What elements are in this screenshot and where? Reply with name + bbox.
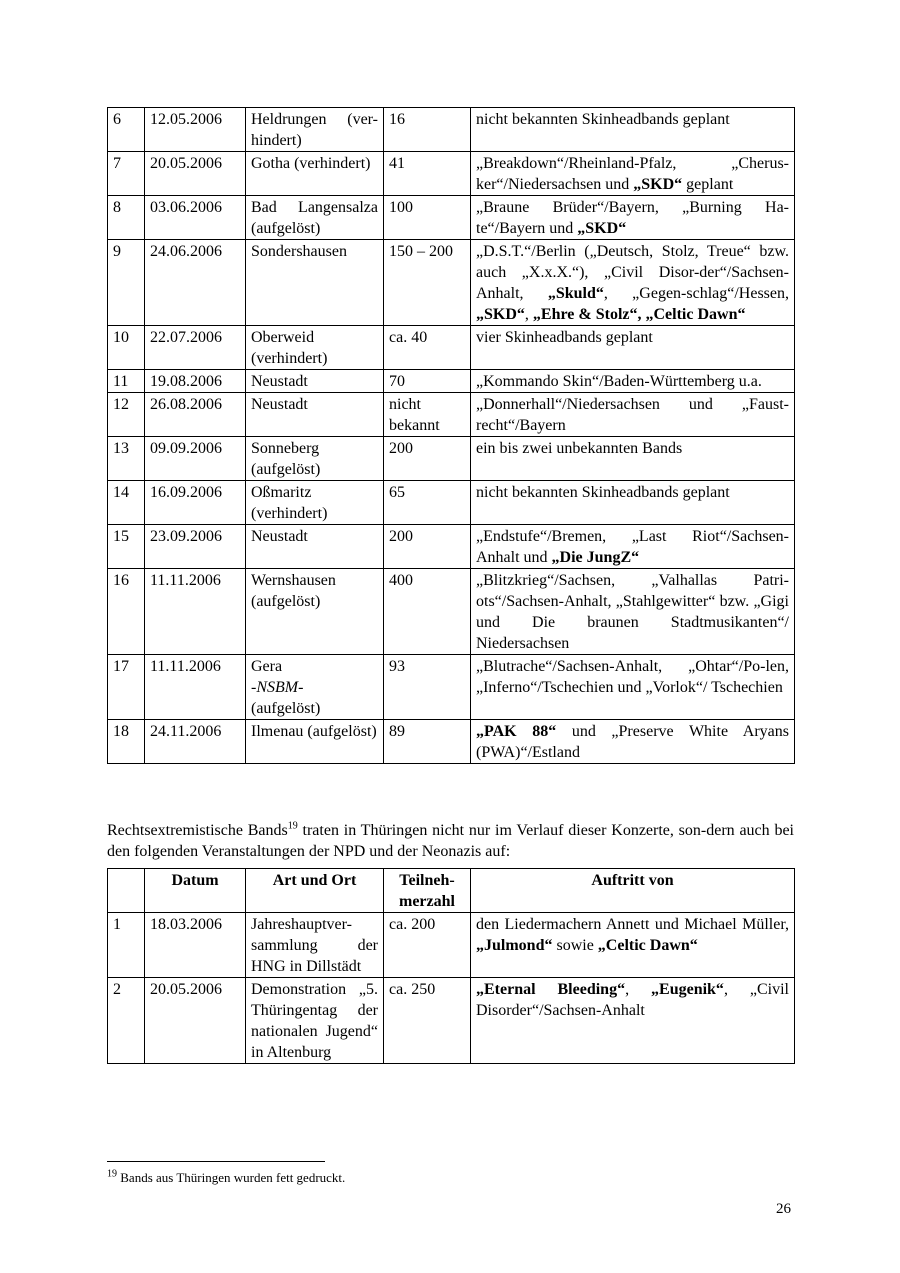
bands-cell	[471, 437, 795, 481]
band-text: „D.S.T.“/Berlin („Deutsch, Stolz, Treue“ bzw. auch „X.x.X.“), „Civil Disor-der“/Sachsen-Anhalt,	[476, 243, 789, 302]
bands-cell	[471, 326, 795, 370]
thuringian-band-name: „SKD“	[577, 220, 627, 237]
place-cell	[246, 978, 384, 1064]
date-cell: 03.06.2006	[145, 196, 246, 240]
place-status: (aufgelöst)	[251, 700, 321, 717]
date-cell: 20.05.2006	[145, 978, 246, 1064]
place-name: Demonstration „5. Thüringentag der nationalen Jugend“ in Altenburg	[251, 981, 378, 1061]
events-header-row	[108, 869, 795, 913]
paragraph-after: traten in Thüringen nicht nur im Verlauf dieser Konzerte, son-dern auch bei den folgenden Veranstaltungen der NPD und der Neonazis auf:	[107, 822, 794, 860]
row-number-cell: 15	[108, 525, 145, 569]
place-cell	[246, 240, 384, 326]
band-text: , „Gegen-schlag“/Hessen,	[603, 285, 789, 302]
date-cell: 23.09.2006	[145, 525, 246, 569]
place-name: Wernshausen (aufgelöst)	[251, 572, 336, 610]
row-number-cell: 1	[108, 913, 145, 978]
place-name: Oßmaritz (verhindert)	[251, 484, 328, 522]
place-name: Bad Langensalza (aufgelöst)	[251, 199, 378, 237]
place-name: Sondershausen	[251, 243, 347, 260]
thuringian-band-name: „SKD“	[633, 176, 683, 193]
place-name: Neustadt	[251, 373, 308, 390]
participants-cell: nicht bekannt	[384, 393, 471, 437]
bands-cell	[471, 240, 795, 326]
bands-cell	[471, 569, 795, 655]
thuringian-band-name: „Celtic Dawn“	[597, 937, 698, 954]
date-cell: 11.11.2006	[145, 655, 246, 720]
footnote-separator	[107, 1161, 325, 1162]
table-row	[108, 370, 795, 393]
participants-cell: 65	[384, 481, 471, 525]
participants-cell: 400	[384, 569, 471, 655]
row-number-cell: 16	[108, 569, 145, 655]
table-row	[108, 196, 795, 240]
place-cell	[246, 913, 384, 978]
footnote-text: Bands aus Thüringen wurden fett gedruckt.	[117, 1170, 346, 1185]
date-cell: 22.07.2006	[145, 326, 246, 370]
date-cell: 11.11.2006	[145, 569, 246, 655]
date-cell: 24.06.2006	[145, 240, 246, 326]
table-row	[108, 108, 795, 152]
paragraph-before: Rechtsextremistische Bands	[107, 822, 288, 839]
row-number-cell: 2	[108, 978, 145, 1064]
place-cell	[246, 370, 384, 393]
place-cell	[246, 326, 384, 370]
place-name: Jahreshauptver-sammlung der HNG in Dillstädt	[251, 916, 378, 975]
thuringian-band-name: „Julmond“	[476, 937, 553, 954]
table-row	[108, 978, 795, 1064]
place-extra: -NSBM-	[251, 679, 304, 696]
band-text: geplant	[682, 176, 734, 193]
band-text: „Blitzkrieg“/Sachsen, „Valhallas Patri-ots“/Sachsen-Anhalt, „Stahlgewitter“ bzw. „Gigi und Die braunen Stadtmusikanten“/ Niedersachsen	[476, 572, 789, 652]
row-number-cell: 17	[108, 655, 145, 720]
band-text: „Blutrache“/Sachsen-Anhalt, „Ohtar“/Po-len, „Inferno“/Tschechien und „Vorlok“/ Tschechien	[476, 658, 789, 696]
row-number-cell: 7	[108, 152, 145, 196]
row-number-cell: 12	[108, 393, 145, 437]
place-cell	[246, 437, 384, 481]
bands-cell	[471, 913, 795, 978]
header-auftritt-von: Auftritt von	[471, 869, 795, 913]
band-text: „Breakdown“/Rheinland-Pfalz, „Cherus-ker“/Niedersachsen und	[476, 155, 789, 193]
footnote	[107, 1170, 345, 1186]
band-text: und „Preserve White Aryans (PWA)“/Estland	[476, 723, 789, 761]
participants-cell: 89	[384, 720, 471, 764]
concerts-table-body	[108, 108, 795, 764]
date-cell: 12.05.2006	[145, 108, 246, 152]
header-art-und-ort: Art und Ort	[246, 869, 384, 913]
date-cell: 09.09.2006	[145, 437, 246, 481]
place-cell	[246, 525, 384, 569]
bands-cell	[471, 370, 795, 393]
participants-cell: ca. 200	[384, 913, 471, 978]
bands-cell	[471, 978, 795, 1064]
footnote-number: 19	[107, 1168, 117, 1180]
bands-cell	[471, 152, 795, 196]
participants-cell: 70	[384, 370, 471, 393]
place-name: Oberweid (verhindert)	[251, 329, 328, 367]
participants-cell: 93	[384, 655, 471, 720]
place-cell	[246, 720, 384, 764]
participants-cell: 200	[384, 525, 471, 569]
row-number-cell: 13	[108, 437, 145, 481]
events-table	[107, 868, 795, 1064]
participants-cell: ca. 250	[384, 978, 471, 1064]
thuringian-band-name: „Eternal Bleeding“	[476, 981, 626, 998]
band-text: nicht bekannten Skinheadbands geplant	[476, 484, 730, 501]
thuringian-band-name: „PAK 88“	[476, 723, 557, 740]
bands-cell	[471, 108, 795, 152]
place-name: Heldrungen (ver-hindert)	[251, 111, 378, 149]
participants-cell: 16	[384, 108, 471, 152]
footnote-ref: 19	[287, 820, 298, 832]
participants-cell: 150 – 200	[384, 240, 471, 326]
place-name: Neustadt	[251, 528, 308, 545]
date-cell: 26.08.2006	[145, 393, 246, 437]
header-teilnehmerzahl: Teilneh-merzahl	[384, 869, 471, 913]
header-nr	[108, 869, 145, 913]
table-row	[108, 437, 795, 481]
events-table-body	[108, 913, 795, 1064]
place-cell	[246, 393, 384, 437]
date-cell: 18.03.2006	[145, 913, 246, 978]
table-row	[108, 393, 795, 437]
thuringian-band-name: „Die JungZ“	[551, 549, 640, 566]
place-name: Sonneberg (aufgelöst)	[251, 440, 321, 478]
band-text: sowie	[552, 937, 598, 954]
bands-cell	[471, 720, 795, 764]
table-row	[108, 569, 795, 655]
band-text: „Kommando Skin“/Baden-Württemberg u.a.	[476, 373, 762, 390]
place-name: Neustadt	[251, 396, 308, 413]
participants-cell: 100	[384, 196, 471, 240]
row-number-cell: 8	[108, 196, 145, 240]
band-text: ,	[524, 306, 533, 323]
row-number-cell: 18	[108, 720, 145, 764]
participants-cell: 200	[384, 437, 471, 481]
band-text: vier Skinheadbands geplant	[476, 329, 653, 346]
participants-cell: ca. 40	[384, 326, 471, 370]
place-cell	[246, 481, 384, 525]
place-cell	[246, 152, 384, 196]
thuringian-band-name: „Skuld“	[547, 285, 604, 302]
row-number-cell: 6	[108, 108, 145, 152]
bands-cell	[471, 196, 795, 240]
row-number-cell: 11	[108, 370, 145, 393]
place-cell	[246, 196, 384, 240]
band-text: ein bis zwei unbekannten Bands	[476, 440, 683, 457]
place-name: Ilmenau (aufgelöst)	[251, 723, 377, 740]
table-row	[108, 655, 795, 720]
band-text: , „Civil Disorder“/Sachsen-Anhalt	[476, 981, 789, 1019]
page-number: 26	[776, 1201, 791, 1217]
band-text: „Donnerhall“/Niedersachsen und „Faust-recht“/Bayern	[476, 396, 789, 434]
date-cell: 20.05.2006	[145, 152, 246, 196]
table-row	[108, 240, 795, 326]
place-name: Gera	[251, 658, 283, 675]
date-cell: 19.08.2006	[145, 370, 246, 393]
date-cell: 16.09.2006	[145, 481, 246, 525]
bands-cell	[471, 655, 795, 720]
concerts-table	[107, 107, 795, 764]
bands-cell	[471, 525, 795, 569]
thuringian-band-name: „Ehre & Stolz“, „Celtic Dawn“	[532, 306, 746, 323]
thuringian-band-name: „SKD“	[476, 306, 525, 323]
table-row	[108, 913, 795, 978]
table-row	[108, 152, 795, 196]
participants-cell: 41	[384, 152, 471, 196]
place-name: Gotha (verhindert)	[251, 155, 371, 172]
bands-cell	[471, 481, 795, 525]
band-text: „Braune Brüder“/Bayern, „Burning Ha-te“/Bayern und	[476, 199, 789, 237]
band-text: „Endstufe“/Bremen, „Last Riot“/Sachsen-Anhalt und	[476, 528, 789, 566]
row-number-cell: 10	[108, 326, 145, 370]
band-text: ,	[625, 981, 652, 998]
place-cell	[246, 655, 384, 720]
table-row	[108, 481, 795, 525]
place-cell	[246, 569, 384, 655]
table-row	[108, 525, 795, 569]
thuringian-band-name: „Eugenik“	[651, 981, 724, 998]
table-row	[108, 326, 795, 370]
date-cell: 24.11.2006	[145, 720, 246, 764]
intro-paragraph	[107, 820, 794, 862]
bands-cell	[471, 393, 795, 437]
band-text: den Liedermachern Annett und Michael Müller,	[476, 916, 789, 933]
header-datum: Datum	[145, 869, 246, 913]
row-number-cell: 9	[108, 240, 145, 326]
band-text: nicht bekannten Skinheadbands geplant	[476, 111, 730, 128]
row-number-cell: 14	[108, 481, 145, 525]
place-cell	[246, 108, 384, 152]
table-row	[108, 720, 795, 764]
